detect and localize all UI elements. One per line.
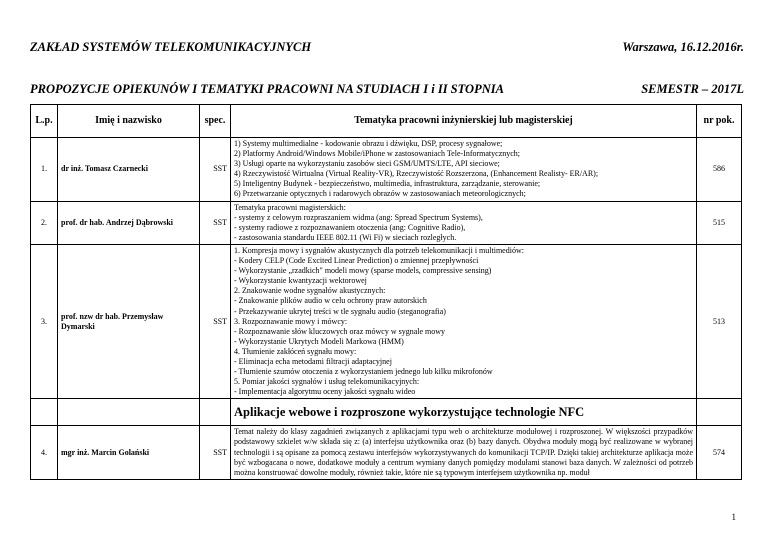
- topic-line: - Kodery CELP (Code Excited Linear Prediction) o zmiennej przepływności: [234, 256, 479, 266]
- topic-line: - Przekazywanie ukrytej treści w tle sygnału audio (steganografia): [234, 306, 446, 316]
- col-header-room: nr pok.: [697, 105, 742, 138]
- topic-line: 5. Pomiar jakości sygnałów i usług telekomunikacyjnych:: [234, 377, 420, 387]
- topic-line: - Wykorzystanie „rzadkich" modeli mowy (sparse models, compressive sensing): [234, 266, 492, 276]
- col-header-spec: spec.: [200, 105, 231, 138]
- table-row: [31, 138, 742, 202]
- table-row-subtitle: [31, 399, 742, 426]
- topic-line: 6) Przetwarzanie optycznych i radarowych obrazów w zastosowaniach meteorologicznych;: [234, 189, 526, 199]
- place-date: Warszawa, 16.12.2016r.: [622, 40, 744, 54]
- topic-paragraph: Temat należy do klasy zagadnień związanych z aplikacjami typu web o architekturze modułowej i rozproszonej. W większości przypadków podstawowy szkielet w/w składa się z: (a) interfejsu użytkownika oraz (b) bazy danych. Obydwa moduły mogą być realizowane w wybranej technologii i są opisane za pomocą zestawu interfejsów wykorzystywanych do komunikacji TCP/IP. Dzięki takiej architekturze aplikacja może być wzbogacana o nowe, dodatkowe moduły a centrum wymiany danych pomiędzy modułami stanowi baza danych. W zależności od potrzeb można konstruować dowolne moduły, również takie, które nie są typowym interfejsem użytkownika np. moduł: [231, 426, 697, 479]
- table-row: [31, 244, 742, 398]
- row-lp: 4.: [31, 426, 58, 479]
- row-name: prof. dr hab. Andrzej Dąbrowski: [58, 201, 200, 244]
- col-header-name: Imię i nazwisko: [58, 105, 200, 138]
- topic-line: Tematyka pracowni magisterskich:: [234, 202, 346, 212]
- topic-line: - Wykorzystanie kwantyzacji wektorowej: [234, 276, 367, 286]
- table-row: [31, 201, 742, 244]
- row-lp: 3.: [31, 244, 58, 398]
- empty-cell: [200, 399, 231, 426]
- row-spec: SST: [200, 426, 231, 479]
- topic-line: - Znakowanie plików audio w celu ochrony praw autorskich: [234, 296, 427, 306]
- row-topics: [231, 138, 697, 202]
- topic-line: - systemy z celowym rozpraszaniem widma (ang: Spread Spectrum Systems),: [234, 212, 483, 222]
- topic-line: 2. Znakowanie wodne sygnałów akustycznych:: [234, 286, 386, 296]
- semester-label: SEMESTR – 2017L: [641, 82, 744, 96]
- topic-line: - Wykorzystanie Ukrytych Modeli Markowa (HMM): [234, 336, 404, 346]
- topic-line: 3) Usługi oparte na wykorzystaniu zasobów sieci GSM/UMTS/LTE, API sieciowe;: [234, 159, 500, 169]
- col-header-lp: L.p.: [31, 105, 58, 138]
- table-header-row: [31, 105, 742, 138]
- empty-cell: [31, 399, 58, 426]
- topic-line: - zastosowania standardu IEEE 802.11 (Wi Fi) w sieciach rozległych.: [234, 232, 457, 242]
- row-spec: SST: [200, 138, 231, 202]
- row-spec: SST: [200, 201, 231, 244]
- topic-line: - systemy radiowe z rozpoznawaniem otoczenia (ang: Cognitive Radio),: [234, 222, 466, 232]
- topic-line: - Implementacja algorytmu oceny jakości sygnału wideo: [234, 387, 416, 397]
- table-row: [31, 426, 742, 479]
- row-name: prof. nzw dr hab. Przemysław Dymarski: [58, 244, 200, 398]
- empty-cell: [697, 399, 742, 426]
- topic-line: 4) Rzeczywistość Wirtualna (Virtual Reality-VR), Rzeczywistość Rozszerzona, (Enhancement Realisty- ER/AR);: [234, 169, 599, 179]
- topics-table: [30, 104, 742, 480]
- topic-line: 4. Tłumienie zakłóceń sygnału mowy:: [234, 346, 357, 356]
- proposal-title: PROPOZYCJE OPIEKUNÓW I TEMATYKI PRACOWNI NA STUDIACH I i II STOPNIA: [30, 82, 504, 96]
- topic-line: - Rozpoznawanie słów kluczowych oraz mówcy w sygnale mowy: [234, 326, 446, 336]
- row-room: 515: [697, 201, 742, 244]
- row-room: 586: [697, 138, 742, 202]
- topic-line: 1) Systemy multimedialne - kodowanie obrazu i dźwięku, DSP, procesy sygnałowe;: [234, 139, 503, 148]
- col-header-topic: Tematyka pracowni inżynierskiej lub magisterskiej: [231, 105, 697, 138]
- topic-line: - Tłumienie szumów otoczenia z wykorzystaniem jednego lub kilku mikrofonów: [234, 367, 493, 377]
- row-room: 513: [697, 244, 742, 398]
- topic-line: 5) Inteligentny Budynek - bezpieczeństwo, multimedia, infrastruktura, zarządzanie, sterowanie;: [234, 179, 541, 189]
- row-name: mgr inż. Marcin Golański: [58, 426, 200, 479]
- topic-line: 2) Platformy Android/Windows Mobile/iPhone w zastosowaniach Tele-Informatycznych;: [234, 149, 521, 159]
- topic-line: - Eliminacja echa metodami filtracji adaptacyjnej: [234, 356, 392, 366]
- topic-line: 1. Kompresja mowy i sygnałów akustycznych dla potrzeb telekomunikacji i multimediów:: [234, 245, 524, 255]
- row-lp: 2.: [31, 201, 58, 244]
- row-lp: 1.: [31, 138, 58, 202]
- topic-line: 3. Rozpoznawanie mowy i mówcy:: [234, 316, 348, 326]
- row-topics: [231, 201, 697, 244]
- page-number: 1: [731, 512, 736, 522]
- empty-cell: [58, 399, 200, 426]
- row-spec: SST: [200, 244, 231, 398]
- row-topics: [231, 244, 697, 398]
- topic-subtitle: Aplikacje webowe i rozproszone wykorzystujące technologie NFC: [231, 399, 697, 426]
- row-name: dr inż. Tomasz Czarnecki: [58, 138, 200, 202]
- row-room: 574: [697, 426, 742, 479]
- institution-title: ZAKŁAD SYSTEMÓW TELEKOMUNIKACYJNYCH: [30, 40, 312, 54]
